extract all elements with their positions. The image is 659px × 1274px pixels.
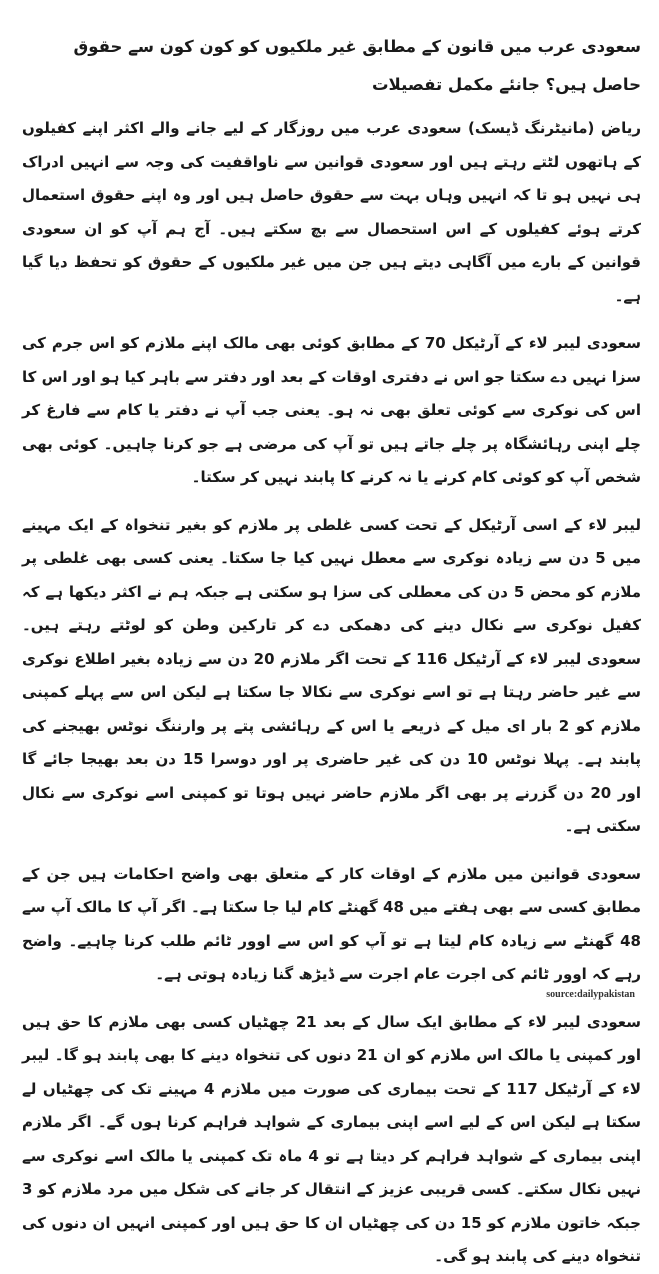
source-credit: source:dailypakistan [546,989,635,1000]
article-paragraph: سعودی لیبر لاء کے آرٹیکل 70 کے مطابق کوئی بھی مالک اپنے ملازم کو اس جرم کی سزا نہیں دے سکتا جو اس نے دفتری اوقات کے بعد اور دفتر سے باہر کیا ہو اور اس کا اس کی نوکری سے کوئی تعلق بھی نہ ہو۔ یعنی جب آپ نے دفتر یا کام سے فارغ کر چلے اپنی رہائشگاہ پر چلے جاتے ہیں تو آپ کی مرضی ہے جو کرنا چاہیں۔ کوئی بھی شخص آپ کو کوئی کام کرنے یا نہ کرنے کا پابند نہیں کر سکتا۔ [22,334,641,486]
article-paragraph: سعودی لیبر لاء کے مطابق ایک سال کے بعد 21 چھٹیاں کسی بھی ملازم کا حق ہیں اور کمپنی یا مالک اس ملازم کو ان 21 دنوں کی تنخواہ دینے کا بھی پابند ہو گا۔ لیبر لاء کے آرٹیکل 117 کے تحت بیماری کی صورت میں ملازم 4 مہینے تک کی چھٹیاں لے سکتا ہے لیکن اس کے لیے اسے اپنی بیماری کے شواہد فراہم کرنا ہوں گے۔ اگر ملازم اپنی بیماری کے شواہد فراہم کر دیتا ہے تو 4 ماہ تک کمپنی یا مالک اسے نوکری سے نہیں نکال سکتے۔ کسی قریبی عزیز کے انتقال کر جانے کی شکل میں مرد ملازم کو 3 جبکہ خاتون ملازم کو 15 دن کی چھٹیاں ان کا حق ہیں اور کمپنی انہیں ان دنوں کی تنخواہ دینے کی پابند ہو گی۔ [22,1012,641,1265]
article-paragraph: لیبر لاء کے اسی آرٹیکل کے تحت کسی غلطی پر ملازم کو بغیر تنخواہ کے ایک مہینے میں 5 دن سے زیادہ نوکری سے معطل نہیں کیا جا سکتا۔ یعنی کسی بھی غلطی پر ملازم کو محض 5 دن کی معطلی کی سزا ہو سکتی ہے جبکہ ہم نے اکثر دیکھا ہے کہ کفیل نوکری سے نکال دینے کی دھمکی دے کر تارکین وطن کو لوٹتے رہتے ہیں۔ سعودی لیبر لاء کے آرٹیکل 116 کے تحت اگر ملازم 20 دن سے زیادہ بغیر اطلاع نوکری سے غیر حاضر رہتا ہے تو اسے نوکری سے نکالا جا سکتا ہے لیکن اس سے پہلے کمپنی ملازم کو 2 بار ای میل کے ذریعے یا اس کے رہائشی پتے پر وارننگ نوٹس بھیجنے کی پابند ہے۔ پہلا نوٹس 10 دن کی غیر حاضری پر اور دوسرا 15 دن بعد بھیجا جائے گا اور 20 دن گزرنے پر بھی اگر ملازم حاضر نہیں ہوتا تو کمپنی اسے نوکری سے نکال سکتی ہے۔ [22,515,642,835]
article-headline: سعودی عرب میں قانون کے مطابق غیر ملکیوں کو کون کون سے حقوق حاصل ہیں؟ جانئے مکمل تفصیلات [73,37,641,94]
article-paragraph: ریاض (مانیٹرنگ ڈیسک) سعودی عرب میں روزگار کے لیے جانے والے اکثر اپنے کفیلوں کے ہاتھوں لٹتے رہتے ہیں اور سعودی قوانین سے ناواقفیت کی وجہ سے انہیں ادراک ہی نہیں ہو تا کہ انہیں وہاں بہت سے حقوق حاصل ہیں اور وہ اپنے حقوق استعمال کرتے ہوئے کفیلوں کے اس استحصال سے بچ سکتے ہیں۔ آج ہم آپ کو ان سعودی قوانین کے بارے میں آگاہی دیتے ہیں جن میں غیر ملکیوں کے حقوق کو تحفظ دیا گیا ہے۔ [22,119,641,305]
article-paragraph: سعودی قوانین میں ملازم کے اوقات کار کے متعلق بھی واضح احکامات ہیں جن کے مطابق کسی سے بھی ہفتے میں 48 گھنٹے کام لیا جا سکتا ہے۔ اگر آپ کا مالک آپ سے 48 گھنٹے سے زیادہ کام لیتا ہے تو آپ کو اس سے اوور ٹائم طلب کرنا چاہیے۔ واضح رہے کہ اوور ٹائم کی اجرت عام اجرت سے ڈیڑھ گنا زیادہ ہوتی ہے۔ [22,864,641,983]
